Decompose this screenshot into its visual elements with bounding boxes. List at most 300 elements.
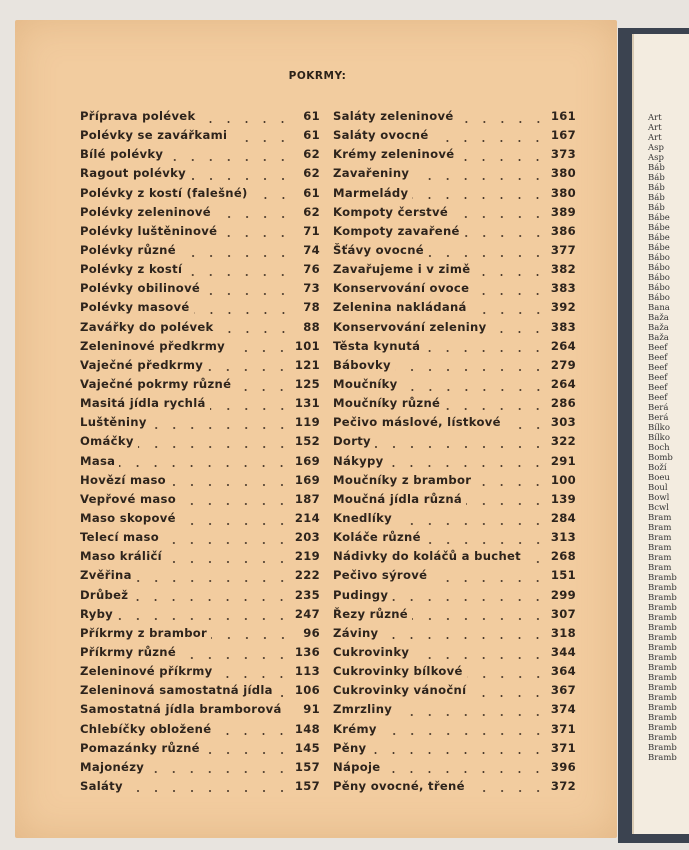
fragment-line: Bramb — [648, 653, 677, 663]
index-entry — [80, 396, 320, 415]
fragment-line: Bramb — [648, 643, 677, 653]
fragment-line: Bábe — [648, 233, 670, 243]
entry-label: Telecí maso — [80, 530, 160, 545]
index-entry — [80, 166, 320, 185]
fragment-line: Báb — [648, 163, 665, 173]
entry-page-number: 373 — [550, 147, 576, 162]
dot-leader — [204, 292, 292, 296]
dot-leader — [207, 368, 291, 372]
index-entry — [80, 511, 320, 530]
entry-page-number: 377 — [550, 242, 576, 257]
entry-label: Pomazánky různé — [80, 740, 200, 755]
dot-leader — [382, 636, 547, 640]
entry-label: Příkrmy z brambor — [80, 625, 208, 640]
dot-leader — [215, 215, 292, 219]
index-column-right — [333, 109, 576, 798]
fragment-line: Art — [648, 113, 662, 123]
entry-label: Zavařeniny — [333, 166, 410, 181]
fragment-line: Beef — [648, 343, 668, 353]
index-entry — [333, 320, 576, 339]
dot-leader — [413, 656, 547, 660]
entry-page-number: 299 — [550, 587, 576, 602]
fragment-line: Bramb — [648, 623, 677, 633]
entry-page-number: 151 — [550, 568, 576, 583]
entry-label: Moučníky — [333, 376, 398, 391]
fragment-line: Art — [648, 133, 662, 143]
index-entry — [333, 779, 576, 798]
entry-label: Nápoje — [333, 759, 381, 774]
dot-leader — [180, 656, 291, 660]
dot-leader — [387, 464, 546, 468]
entry-page-number: 386 — [550, 223, 576, 238]
dot-leader — [396, 522, 547, 526]
dot-leader — [458, 120, 547, 124]
entry-page-number: 264 — [550, 338, 576, 353]
entry-page-number: 284 — [550, 510, 576, 525]
fragment-line: Bramb — [648, 733, 677, 743]
entry-label: Drůbež — [80, 587, 129, 602]
dot-leader — [231, 139, 292, 143]
fragment-line: Bram — [648, 523, 672, 533]
entry-page-number: 96 — [303, 625, 320, 640]
entry-page-number: 203 — [294, 530, 320, 545]
dot-leader — [277, 694, 291, 698]
entry-label: Cukrovinky — [333, 644, 410, 659]
entry-page-number: 119 — [294, 415, 320, 430]
entry-label: Dorty — [333, 434, 371, 449]
dot-leader — [119, 464, 291, 468]
entry-label: Moučná jídla různá — [333, 491, 463, 506]
entry-label: Majonézy — [80, 759, 145, 774]
fragment-line: Bábe — [648, 243, 670, 253]
dot-leader — [452, 215, 547, 219]
entry-page-number: 222 — [294, 568, 320, 583]
dot-leader — [470, 694, 547, 698]
entry-label: Příprava polévek — [80, 109, 196, 123]
entry-label: Zeleninová samostatná jídla — [80, 683, 273, 698]
fragment-line: Báb — [648, 183, 665, 193]
fragment-line: Boeu — [648, 473, 670, 483]
fragment-line: Bramb — [648, 753, 677, 763]
entry-page-number: 73 — [303, 281, 320, 296]
entry-label: Chlebíčky obložené — [80, 721, 212, 736]
fragment-line: Bramb — [648, 693, 677, 703]
index-entry — [333, 473, 576, 492]
entry-label: Řezy různé — [333, 606, 408, 621]
index-entry — [333, 166, 576, 185]
entry-page-number: 125 — [294, 376, 320, 391]
fragment-line: Beef — [648, 363, 668, 373]
index-entry — [333, 702, 576, 721]
fragment-line: Bramb — [648, 573, 677, 583]
dot-leader — [180, 502, 291, 506]
dot-leader — [466, 502, 547, 506]
entry-page-number: 291 — [550, 453, 576, 468]
entry-page-number: 61 — [303, 185, 320, 200]
entry-page-number: 169 — [294, 453, 320, 468]
entry-page-number: 383 — [550, 281, 576, 296]
entry-label: Zeleninové příkrmy — [80, 664, 213, 679]
fragment-line: Asp — [648, 143, 664, 153]
entry-label: Zavářky do polévek — [80, 319, 214, 334]
dot-leader — [525, 560, 547, 564]
index-entry — [80, 109, 320, 128]
fragment-line: Beef — [648, 383, 668, 393]
index-entry — [80, 281, 320, 300]
fragment-line: Báb — [648, 173, 665, 183]
entry-label: Masa — [80, 453, 116, 468]
entry-label: Krémy — [333, 721, 377, 736]
entry-page-number: 264 — [550, 376, 576, 391]
index-entry — [333, 377, 576, 396]
index-entry — [80, 760, 320, 779]
fragment-line: Bílko — [648, 423, 670, 433]
dot-leader — [151, 426, 291, 430]
entry-page-number: 136 — [294, 644, 320, 659]
dot-leader — [375, 445, 547, 449]
entry-label: Příkrmy různé — [80, 644, 177, 659]
fragment-line: Asp — [648, 153, 664, 163]
entry-label: Koláče různé — [333, 530, 421, 545]
dot-leader — [424, 349, 547, 353]
index-entry — [80, 626, 320, 645]
dot-leader — [221, 234, 292, 238]
index-entry — [80, 262, 320, 281]
entry-label: Knedlíky — [333, 510, 393, 525]
dot-leader — [216, 675, 290, 679]
index-entry — [333, 722, 576, 741]
entry-page-number: 389 — [550, 204, 576, 219]
dot-leader — [467, 675, 547, 679]
entry-page-number: 364 — [550, 664, 576, 679]
entry-page-number: 74 — [303, 242, 320, 257]
index-entry — [333, 626, 576, 645]
entry-page-number: 396 — [550, 759, 576, 774]
fragment-line: Bábo — [648, 293, 670, 303]
dot-leader — [204, 751, 291, 755]
entry-label: Hovězí maso — [80, 472, 166, 487]
dot-leader — [458, 158, 547, 162]
fragment-line: Baža — [648, 323, 669, 333]
index-entry — [333, 205, 576, 224]
entry-page-number: 247 — [294, 606, 320, 621]
fragment-line: Bábo — [648, 263, 670, 273]
index-entry — [80, 702, 320, 721]
fragment-line: Bana — [648, 303, 670, 313]
dot-leader — [215, 732, 291, 736]
entry-label: Marmelády — [333, 185, 409, 200]
index-entry — [80, 588, 320, 607]
entry-page-number: 322 — [550, 434, 576, 449]
index-entry — [333, 147, 576, 166]
entry-page-number: 139 — [550, 491, 576, 506]
fragment-line: Beef — [648, 393, 668, 403]
dot-leader — [475, 483, 547, 487]
entry-label: Saláty zeleninové — [333, 109, 454, 123]
fragment-line: Bábe — [648, 223, 670, 233]
entry-page-number: 91 — [303, 702, 320, 717]
entry-page-number: 371 — [550, 740, 576, 755]
fragment-line: Bábo — [648, 253, 670, 263]
dot-leader — [431, 579, 547, 583]
entry-label: Zavařujeme i v zimě — [333, 262, 471, 277]
entry-label: Krémy zeleninové — [333, 147, 455, 162]
index-column-left — [80, 109, 320, 798]
dot-leader — [384, 770, 546, 774]
entry-label: Maso králičí — [80, 549, 162, 564]
entry-label: Konservování zeleniny — [333, 319, 487, 334]
dot-leader — [167, 158, 292, 162]
dot-leader — [235, 388, 291, 392]
index-entry — [80, 645, 320, 664]
index-entry — [333, 434, 576, 453]
entry-page-number: 61 — [303, 109, 320, 123]
index-entry — [333, 262, 576, 281]
index-entry — [333, 492, 576, 511]
dot-leader — [127, 789, 291, 793]
entry-page-number: 78 — [303, 300, 320, 315]
dot-leader — [138, 445, 291, 449]
index-entry — [80, 473, 320, 492]
entry-page-number: 101 — [294, 338, 320, 353]
index-entry — [80, 415, 320, 434]
dot-leader — [381, 732, 547, 736]
fragment-line: Bramb — [648, 613, 677, 623]
fragment-line: Beef — [648, 353, 668, 363]
index-entry — [333, 511, 576, 530]
dot-leader — [412, 617, 547, 621]
entry-label: Cukrovinky bílkové — [333, 664, 463, 679]
entry-page-number: 372 — [550, 778, 576, 793]
entry-page-number: 71 — [303, 223, 320, 238]
entry-label: Masitá jídla rychlá — [80, 396, 206, 411]
index-entry — [333, 281, 576, 300]
index-entry — [80, 243, 320, 262]
index-entry — [333, 300, 576, 319]
fragment-line: Bramb — [648, 683, 677, 693]
dot-leader — [474, 273, 547, 277]
entry-page-number: 380 — [550, 185, 576, 200]
index-entry — [80, 339, 320, 358]
dot-leader — [210, 407, 291, 411]
dot-leader — [199, 120, 292, 124]
entry-page-number: 100 — [550, 472, 576, 487]
entry-page-number: 152 — [294, 434, 320, 449]
entry-page-number: 113 — [294, 664, 320, 679]
fragment-line: Bramb — [648, 603, 677, 613]
fragment-line: Boul — [648, 483, 668, 493]
fragment-line: Bramb — [648, 673, 677, 683]
page-title: POKRMY: — [288, 70, 347, 82]
index-entry — [333, 128, 576, 147]
entry-label: Luštěniny — [80, 415, 147, 430]
entry-label: Polévky se zavářkami — [80, 128, 228, 143]
fragment-line: Bram — [648, 553, 672, 563]
entry-page-number: 392 — [550, 300, 576, 315]
index-entry — [333, 741, 576, 760]
fragment-line: Báb — [648, 203, 665, 213]
entry-label: Zeleninové předkrmy — [80, 338, 225, 353]
index-entry — [333, 549, 576, 568]
entry-page-number: 76 — [303, 262, 320, 277]
entry-label: Ragout polévky — [80, 166, 186, 181]
entry-page-number: 344 — [550, 644, 576, 659]
index-entry — [80, 779, 320, 798]
dot-leader — [471, 311, 547, 315]
dot-leader — [396, 713, 547, 717]
entry-page-number: 380 — [550, 166, 576, 181]
entry-page-number: 371 — [550, 721, 576, 736]
entry-label: Konservování ovoce — [333, 281, 470, 296]
entry-label: Ryby — [80, 606, 114, 621]
index-entry — [80, 568, 320, 587]
index-entry — [80, 741, 320, 760]
index-entry — [333, 454, 576, 473]
dot-leader — [413, 177, 547, 181]
index-entry — [333, 224, 576, 243]
dot-leader — [432, 139, 546, 143]
entry-label: Pěny ovocné, třené — [333, 778, 465, 793]
fragment-line: Bílko — [648, 433, 670, 443]
dot-leader — [132, 598, 291, 602]
entry-page-number: 61 — [303, 128, 320, 143]
dot-leader — [218, 330, 292, 334]
entry-label: Saláty — [80, 778, 123, 793]
entry-page-number: 157 — [294, 759, 320, 774]
index-entry — [333, 607, 576, 626]
dot-leader — [180, 522, 291, 526]
dot-leader — [395, 368, 547, 372]
fragment-line: Bramb — [648, 723, 677, 733]
fragment-line: Bábo — [648, 283, 670, 293]
fragment-line: Bram — [648, 513, 672, 523]
fragment-line: Berá — [648, 403, 669, 413]
entry-label: Zelenina nakládaná — [333, 300, 467, 315]
fragment-line: Art — [648, 123, 662, 133]
dot-leader — [473, 292, 547, 296]
entry-label: Vaječné předkrmy — [80, 357, 204, 372]
index-entry — [80, 147, 320, 166]
dot-leader — [469, 789, 547, 793]
index-entry — [80, 722, 320, 741]
entry-label: Těsta kynutá — [333, 338, 421, 353]
fragment-line: Bramb — [648, 663, 677, 673]
entry-label: Nákypy — [333, 453, 384, 468]
index-entry — [333, 396, 576, 415]
dot-leader — [229, 349, 291, 353]
dot-leader — [180, 254, 292, 258]
dot-leader — [186, 273, 292, 277]
entry-page-number: 157 — [294, 778, 320, 793]
dot-leader — [505, 426, 547, 430]
index-entry — [80, 454, 320, 473]
entry-page-number: 62 — [303, 147, 320, 162]
index-entry — [333, 358, 576, 377]
fragment-line: Bramb — [648, 743, 677, 753]
fragment-line: Boch — [648, 443, 670, 453]
index-entry — [80, 683, 320, 702]
entry-label: Bílé polévky — [80, 147, 164, 162]
entry-label: Moučníky z brambor — [333, 472, 472, 487]
entry-label: Vepřové maso — [80, 491, 177, 506]
dot-leader — [136, 579, 291, 583]
entry-page-number: 382 — [550, 262, 576, 277]
dot-leader — [166, 560, 291, 564]
dot-leader — [412, 196, 547, 200]
dot-leader — [170, 483, 291, 487]
entry-page-number: 131 — [294, 396, 320, 411]
index-entry — [333, 588, 576, 607]
entry-label: Nádivky do koláčů a buchet — [333, 549, 522, 564]
entry-label: Saláty ovocné — [333, 128, 429, 143]
entry-label: Bábovky — [333, 357, 391, 372]
fragment-line: Báb — [648, 193, 665, 203]
entry-label: Zmrzliny — [333, 702, 393, 717]
entry-label: Zvěřina — [80, 568, 132, 583]
entry-label: Polévky obilinové — [80, 281, 201, 296]
index-entry — [333, 645, 576, 664]
index-entry — [80, 358, 320, 377]
entry-page-number: 62 — [303, 204, 320, 219]
entry-label: Vaječné pokrmy různé — [80, 376, 232, 391]
dot-leader — [444, 407, 547, 411]
entry-page-number: 106 — [294, 683, 320, 698]
index-entry — [80, 186, 320, 205]
entry-label: Kompoty čerstvé — [333, 204, 449, 219]
index-entry — [333, 664, 576, 683]
entry-page-number: 279 — [550, 357, 576, 372]
entry-page-number: 169 — [294, 472, 320, 487]
entry-page-number: 235 — [294, 587, 320, 602]
fragment-line: Bramb — [648, 633, 677, 643]
entry-page-number: 148 — [294, 721, 320, 736]
fragment-line: Berá — [648, 413, 669, 423]
index-entry — [80, 664, 320, 683]
fragment-line: Bram — [648, 533, 672, 543]
entry-label: Pěny — [333, 740, 367, 755]
dot-leader — [211, 636, 292, 640]
entry-page-number: 219 — [294, 549, 320, 564]
fragment-line: Bramb — [648, 703, 677, 713]
entry-page-number: 318 — [550, 625, 576, 640]
dot-leader — [425, 541, 547, 545]
entry-page-number: 214 — [294, 510, 320, 525]
entry-label: Moučníky různé — [333, 396, 441, 411]
entry-page-number: 161 — [550, 109, 576, 123]
fragment-line: Bcwl — [648, 503, 670, 513]
entry-page-number: 367 — [550, 683, 576, 698]
entry-label: Omáčky — [80, 434, 134, 449]
fragment-line: Bramb — [648, 713, 677, 723]
entry-page-number: 313 — [550, 530, 576, 545]
entry-label: Polévky různé — [80, 242, 176, 257]
entry-page-number: 121 — [294, 357, 320, 372]
fragment-line: Beef — [648, 373, 668, 383]
entry-page-number: 383 — [550, 319, 576, 334]
dot-leader — [370, 751, 547, 755]
entry-label: Polévky z kostí — [80, 262, 183, 277]
index-entry — [333, 760, 576, 779]
entry-page-number: 62 — [303, 166, 320, 181]
entry-label: Šťávy ovocné — [333, 242, 424, 257]
index-entry — [80, 320, 320, 339]
dot-leader — [286, 713, 292, 717]
index-entry — [80, 128, 320, 147]
index-entry — [333, 530, 576, 549]
entry-page-number: 303 — [550, 415, 576, 430]
entry-label: Polévky zeleninové — [80, 204, 211, 219]
entry-label: Pudingy — [333, 587, 389, 602]
